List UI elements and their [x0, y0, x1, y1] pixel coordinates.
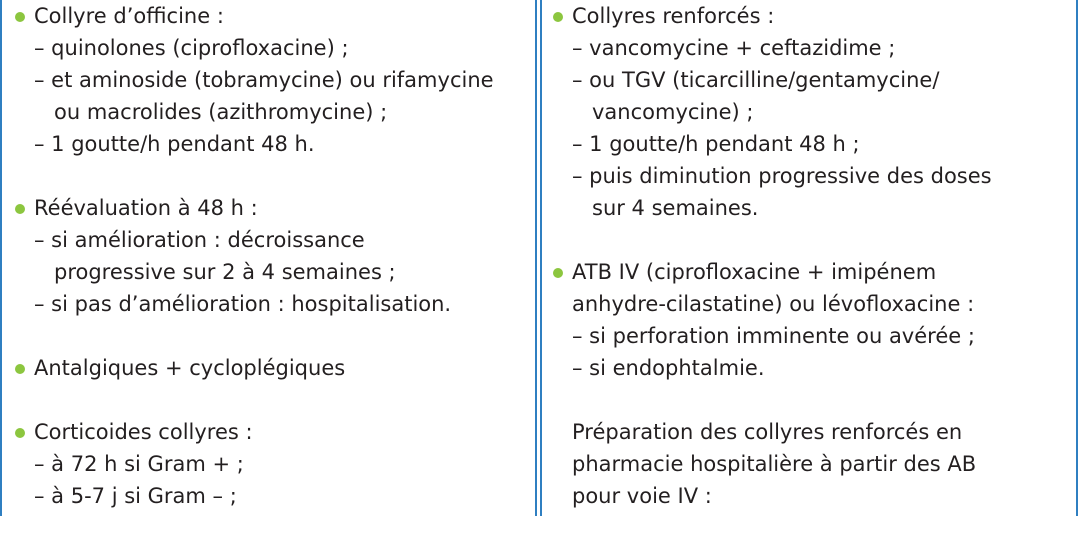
- corticoides-line-1: – à 72 h si Gram + ;: [34, 452, 244, 476]
- atb-iv-line-2: – si endophtalmie.: [572, 356, 765, 380]
- reevaluation-line-1-cont: progressive sur 2 à 4 semaines ;: [54, 260, 396, 284]
- collyre-officine-line-2-cont: ou macrolides (azithromycine) ;: [54, 100, 388, 124]
- corticoides-line-2: – à 5-7 j si Gram – ;: [34, 484, 237, 508]
- antalgiques-section: [14, 352, 524, 384]
- atb-iv-heading: [552, 256, 1072, 288]
- corticoides-section: [14, 416, 524, 512]
- collyres-renforces-title: Collyres renforcés :: [572, 4, 775, 28]
- reevaluation-heading: [14, 192, 524, 224]
- preparation-line-3: pour voie IV :: [572, 484, 712, 508]
- collyres-renforces-section: [552, 0, 1072, 224]
- collyres-renforces-line-4: – puis diminution progressive des doses: [572, 164, 992, 188]
- collyre-officine-heading: [14, 0, 524, 32]
- frame-center-divider-2: [540, 0, 542, 516]
- collyres-renforces-line-2: – ou TGV (ticarcilline/gentamycine/: [572, 68, 940, 92]
- atb-iv-title-cont: anhydre-cilastatine) ou lévofloxacine :: [572, 292, 975, 316]
- corticoides-title: Corticoides collyres :: [34, 420, 253, 444]
- green-bullet-icon: [553, 268, 563, 278]
- collyre-officine-section: [14, 0, 524, 160]
- antalgiques-heading: [14, 352, 524, 384]
- collyre-officine-line-2: – et aminoside (tobramycine) ou rifamycine: [34, 68, 494, 92]
- reevaluation-title: Réévaluation à 48 h :: [34, 196, 258, 220]
- collyre-officine-line-3: – 1 goutte/h pendant 48 h.: [34, 132, 315, 156]
- preparation-section: [552, 416, 1072, 512]
- frame-center-divider: [535, 0, 537, 516]
- green-bullet-icon: [15, 12, 25, 22]
- atb-iv-title: ATB IV (ciprofloxacine + imipénem: [572, 260, 937, 284]
- green-bullet-icon: [15, 428, 25, 438]
- right-column: [552, 0, 1072, 544]
- reevaluation-section: [14, 192, 524, 320]
- left-column: [14, 0, 524, 544]
- collyres-renforces-line-1: – vancomycine + ceftazidime ;: [572, 36, 896, 60]
- collyres-renforces-line-2-cont: vancomycine) ;: [592, 100, 754, 124]
- corticoides-heading: [14, 416, 524, 448]
- atb-iv-section: [552, 256, 1072, 384]
- preparation-line-2: pharmacie hospitalière à partir des AB: [572, 452, 977, 476]
- atb-iv-line-1: – si perforation imminente ou avérée ;: [572, 324, 975, 348]
- green-bullet-icon: [15, 364, 25, 374]
- green-bullet-icon: [553, 12, 563, 22]
- collyres-renforces-line-4-cont: sur 4 semaines.: [592, 196, 759, 220]
- collyre-officine-title: Collyre d’officine :: [34, 4, 224, 28]
- green-bullet-icon: [15, 204, 25, 214]
- reevaluation-line-1: – si amélioration : décroissance: [34, 228, 365, 252]
- reevaluation-line-2: – si pas d’amélioration : hospitalisation.: [34, 292, 452, 316]
- antalgiques-title: Antalgiques + cycloplégiques: [34, 356, 346, 380]
- preparation-line-1: Préparation des collyres renforcés en: [572, 420, 963, 444]
- frame-left-border: [0, 0, 2, 516]
- collyre-officine-line-1: – quinolones (ciprofloxacine) ;: [34, 36, 349, 60]
- collyres-renforces-line-3: – 1 goutte/h pendant 48 h ;: [572, 132, 860, 156]
- collyres-renforces-heading: [552, 0, 1072, 32]
